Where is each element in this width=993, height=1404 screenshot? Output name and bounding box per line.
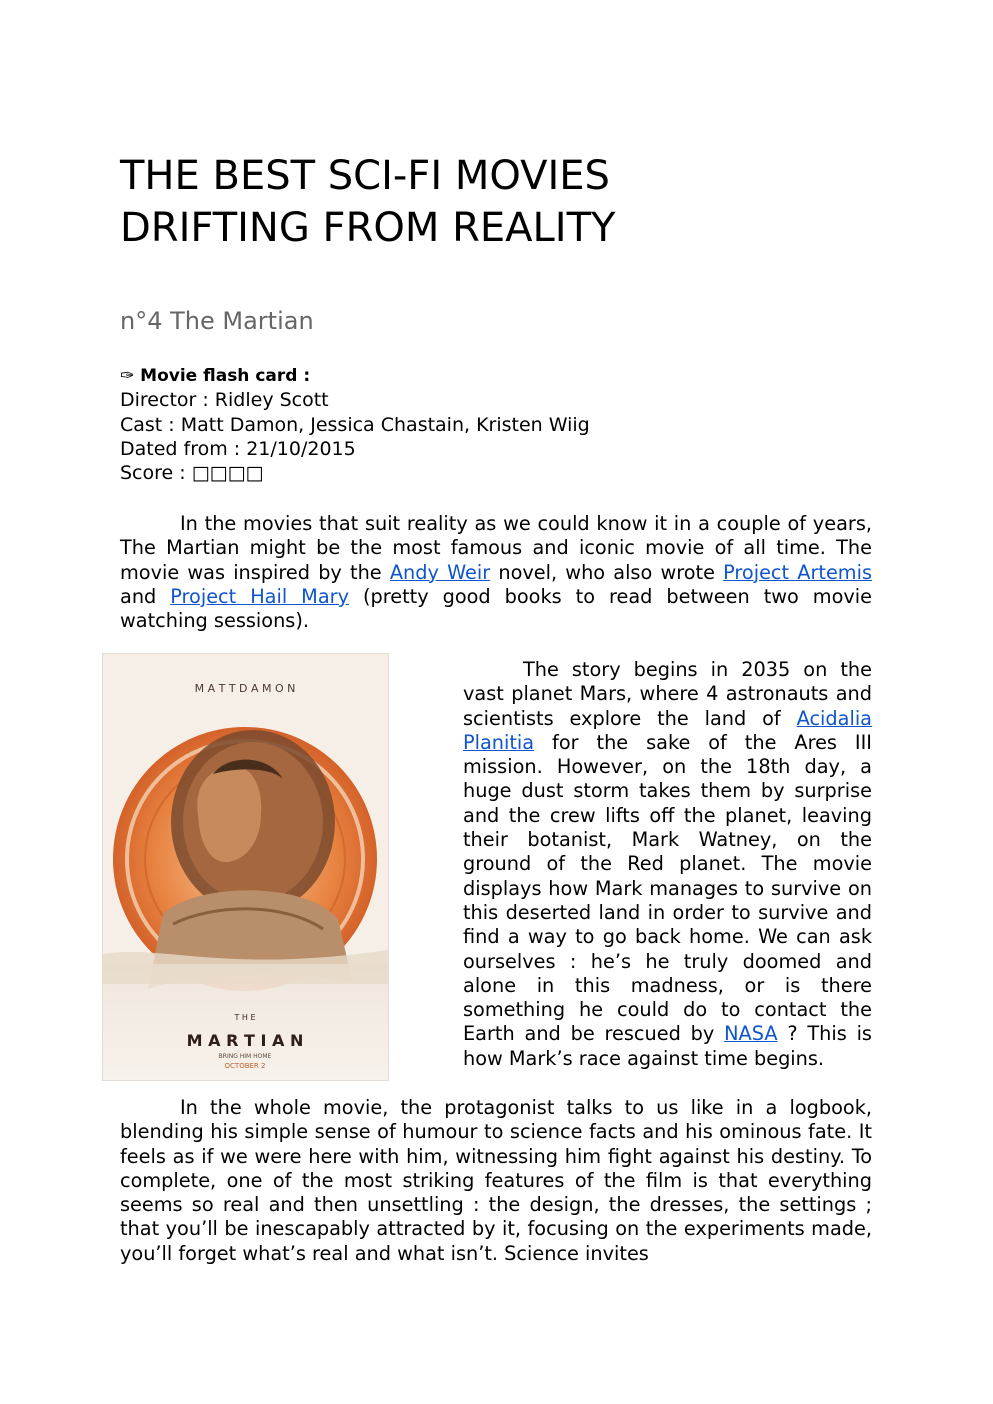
flash-card-score: Score : □□□□	[120, 462, 264, 485]
poster-release-date: OCTOBER 2	[224, 1062, 266, 1070]
intro-paragraph	[120, 512, 872, 633]
title-line-2: DRIFTING FROM REALITY	[120, 205, 616, 251]
article-title	[120, 150, 900, 254]
poster-tagline: BRING HIM HOME	[218, 1053, 272, 1060]
story-text-1: The story begins in 2035 on the vast planet Mars, where 4 astronauts and scientists explore the land of	[463, 658, 872, 730]
flash-card-dated: Dated from : 21/10/2015	[120, 437, 356, 460]
intro-text-2: novel, who also wrote	[490, 560, 724, 584]
poster-artwork	[103, 654, 388, 1080]
story-text-3: ? This is how Mark’s race against time begins.	[463, 1022, 872, 1070]
poster-movie-title: M A R T I A N	[186, 1031, 304, 1050]
flash-card-cast: Cast : Matt Damon, Jessica Chastain, Kristen Wiig	[120, 413, 590, 436]
story-text-2: for the sake of the Ares III mission. However, on the 18th day, a huge dust storm takes them by surprise and the crew lifts off the planet, leaving their botanist, Mark Watney, on the ground of the Red planet. The movie displays how Mark manages to survive on this deserted land in order to survive and find a way to go back home. We can ask ourselves : he’s he truly doomed and alone in this madness, or is there something he could do to contact the Earth and be rescued by	[463, 730, 872, 1046]
intro-text-1: In the movies that suit reality as we could know it in a couple of years, The Martian might be the most famous and iconic movie of all time. The movie was inspired by the	[120, 512, 872, 584]
nasa-link[interactable]: NASA	[724, 1022, 778, 1046]
project-artemis-link[interactable]: Project Artemis	[723, 560, 872, 584]
review-text: In the whole movie, the protagonist talks to us like in a logbook, blending his simple sense of humour to science facts and his ominous fate. It feels as if we were here with him, witnessing him fight against his destiny. To complete, one of the most striking features of the film is that everything seems so real and then unsettling : the design, the dresses, the settings ; that you’ll be inescapably attracted by it, focusing on the experiments made, you’ll forget what’s real and what isn’t. Science invites	[120, 1096, 872, 1265]
movie-flash-card	[120, 364, 880, 485]
flash-card-heading: ✑ Movie flash card :	[120, 366, 311, 386]
poster-the-word: T H E	[234, 1013, 256, 1022]
flash-card-director: Director : Ridley Scott	[120, 389, 329, 412]
project-hail-mary-link[interactable]: Project Hail Mary	[170, 584, 349, 608]
poster-actor-name: M A T T D A M O N	[194, 682, 296, 695]
intro-text-4: (pretty good books to read between two movie watching sessions).	[120, 584, 873, 633]
story-paragraph	[463, 658, 872, 1071]
intro-text-3: and	[120, 584, 171, 608]
acidalia-planitia-link[interactable]: Acidalia Planitia	[463, 706, 872, 754]
movie-poster-image	[102, 653, 389, 1081]
title-line-1: THE BEST SCI-FI MOVIES	[120, 153, 610, 199]
andy-weir-link[interactable]: Andy Weir	[389, 560, 491, 584]
article-subtitle: n°4 The Martian	[120, 307, 314, 335]
review-paragraph	[120, 1096, 872, 1266]
